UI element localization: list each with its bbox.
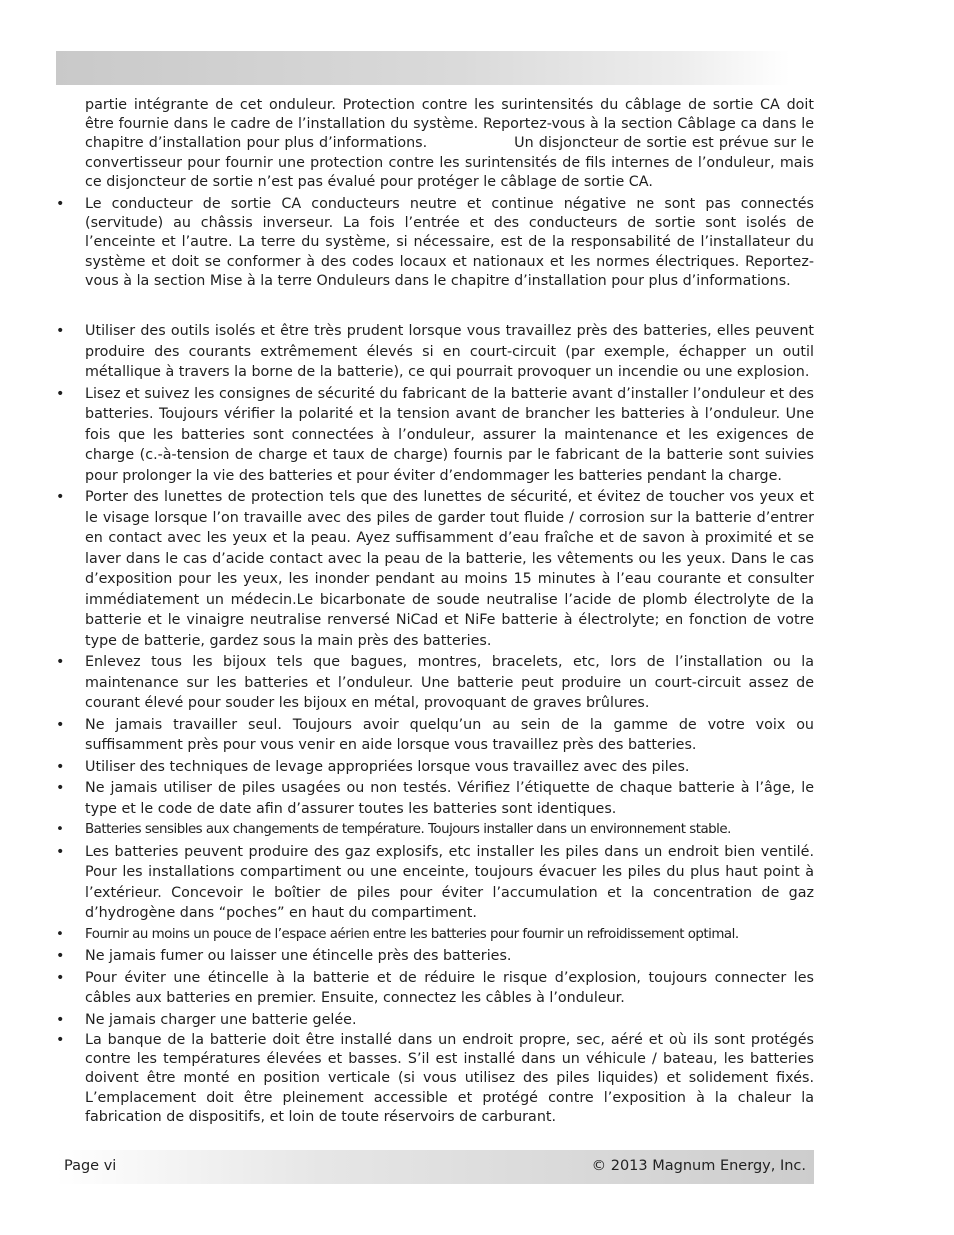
bullet-icon: •: [56, 822, 64, 838]
page-number: Page vi: [64, 1158, 117, 1174]
intro-paragraph: partie intégrante de cet onduleur. Protection contre les surintensités du câblage de sortie CA doit être fournie dans le cadre de l’installation du système. Reportez-vous à la section Câblage ca dans le chapitre d’installation pour plus d’informations. Un disjoncteur de sortie est prévue sur le convertisseur pour fournir une protection contre les surintensités de fils internes de l’onduleur, mais ce disjoncteur de sortie n’est pas évalué pour protéger le câblage de sortie CA.: [85, 97, 819, 190]
bullet-icon: •: [56, 758, 65, 775]
list-item: • La banque de la batterie doit être installé dans un endroit propre, sec, aéré et où ils sont protégés contre les températures élevées et basses. S’il est installé dans un véhicule / bateau, les batteries doivent être monté en position verticale (si vous utilisez des piles liquides) et solidement fixés. L’emplacement doit être pleinement accessible et protégé contre l’exposition à la chaleur la fabrication de dispositifs, et loin de toute réservoirs de carburant.: [56, 1032, 814, 1125]
list-item: • Ne jamais fumer ou laisser une étincelle près des batteries.: [56, 946, 814, 967]
battery-safety-bullet-list: [56, 321, 814, 1127]
bullet-icon: •: [56, 948, 65, 965]
list-item: • Ne jamais travailler seul. Toujours avoir quelqu’un au sein de la gamme de votre voix ou suffisamment près pour vous venir en aide lorsque vous travaillez près des batteries.: [56, 716, 814, 754]
bullet-icon: •: [56, 716, 65, 733]
list-item: • Batteries sensibles aux changements de température. Toujours installer dans un environnement stable.: [56, 820, 814, 841]
bullet-icon: •: [56, 323, 65, 340]
list-item: • Utiliser des techniques de levage appropriées lorsque vous travaillez avec des piles.: [56, 757, 814, 778]
bullet-icon: •: [56, 843, 65, 860]
list-item: • Enlevez tous les bijoux tels que bagues, montres, bracelets, etc, lors de l’installation ou la maintenance sur les batteries et l’onduleur. Une batterie peut produire un court-circuit assez de courant élevé pour souder les bijoux en métal, provoquant de graves brûlures.: [56, 654, 814, 712]
list-item: • Ne jamais charger une batterie gelée.: [56, 1010, 814, 1031]
bullet-icon: •: [56, 969, 65, 986]
bullet-icon: •: [56, 1032, 65, 1049]
grounding-bullet-list: [56, 195, 814, 291]
list-item: • Ne jamais utiliser de piles usagées ou non testés. Vérifiez l’étiquette de chaque batterie à l’âge, le type et le code de date afin d’assurer toutes les batteries sont identiques.: [56, 780, 814, 817]
footer-bar: [56, 1150, 814, 1184]
list-item: • Utiliser des outils isolés et être très prudent lorsque vous travaillez près des batteries, elles peuvent produire des courants extrêmement élevés si en court-circuit (par exemple, échapper un outil métallique à travers la borne de la batterie), ce qui pourrait provoquer un incendie ou une explosion.: [56, 323, 814, 381]
bullet-icon: •: [56, 926, 64, 942]
bullet-icon: •: [56, 654, 65, 671]
header-bar: [56, 51, 790, 85]
page-content: [56, 96, 819, 1127]
bullet-icon: •: [56, 1011, 65, 1028]
list-item: • Les batteries peuvent produire des gaz explosifs, etc installer les piles dans un endroit bien ventilé. Pour les installations compartiment ou une enceinte, toujours évacuer les piles du plus haut point à l’extérieur. Concevoir le boîtier de piles pour éviter l’accumulation et la concentration de gaz d’hydrogène dans “poches” en haut du compartiment.: [56, 843, 814, 922]
list-item: • Lisez et suivez les consignes de sécurité du fabricant de la batterie avant d’installer l’onduleur et des batteries. Toujours vérifier la polarité et la tension avant de brancher les batteries à l’onduleur. Une fois que les batteries sont connectées à l’onduleur, assurer la maintenance et les exigences de charge (c.-à-tension de charge et taux de charge) fournis par le fabricant de la batterie sont suivies pour prolonger la vie des batteries et pour éviter d’endommager les batteries pendant la charge.: [56, 385, 814, 484]
bullet-icon: •: [56, 489, 65, 506]
list-item: • Fournir au moins un pouce de l’espace aérien entre les batteries pour fournir un refroidissement optimal.: [56, 925, 814, 946]
list-item: • Pour éviter une étincelle à la batterie et de réduire le risque d’explosion, toujours connecter les câbles aux batteries en premier. Ensuite, connectez les câbles à l’onduleur.: [56, 969, 814, 1007]
list-item: • Porter des lunettes de protection tels que des lunettes de sécurité, et évitez de toucher vos yeux et le visage lorsque l’on travaille avec des piles de garder tout fluide / corrosion sur la batterie d’entrer en contact avec les yeux et la peau. Ayez suffisamment d’eau fraîche et de savon à proximité et se laver dans le cas d’acide contact avec la peau de la batterie, les vêtements ou les yeux. Dans le cas d’exposition pour les yeux, les inonder pendant au moins 15 minutes à l’eau courante et consulter immédiatement un médecin.Le bicarbonate de soude neutralise l’acide de plomb électrolyte de la batterie et le vinaigre neutralise renversé NiCad et NiFe batterie à électrolyte; en fonction de votre type de batterie, gardez sous la main près des batteries.: [56, 489, 814, 649]
list-item: • Le conducteur de sortie CA conducteurs neutre et continue négative ne sont pas connectés (servitude) au châssis inverseur. La fois l’entrée et des conducteurs de sortie sont isolés de l’enceinte et l’autre. La terre du système, si nécessaire, est de la responsabilité de l’installateur du système et doit se conformer à des codes locaux et nationaux et les normes électriques. Reportez-vous à la section Mise à la terre Onduleurs dans le chapitre d’installation pour plus d’informations.: [56, 196, 814, 289]
bullet-icon: •: [56, 196, 65, 213]
bullet-icon: •: [56, 385, 65, 402]
copyright-notice: © 2013 Magnum Energy, Inc.: [591, 1158, 806, 1174]
bullet-icon: •: [56, 780, 65, 797]
